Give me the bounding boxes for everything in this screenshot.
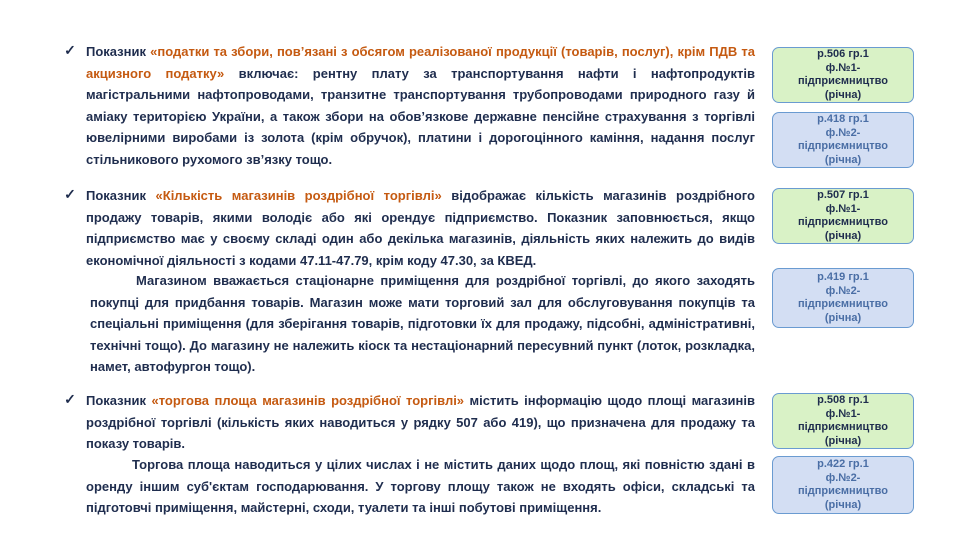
ref-row: р.507 гр.1 [817, 189, 869, 201]
ref-form: ф.№2- [825, 126, 861, 139]
indicator-name: «податки та збори, пов’язані з обсягом реалізованої продукції (товарів, послуг), крім ПДВ та акцизного податку» [86, 44, 755, 81]
ref-form: ф.№1- [825, 202, 861, 215]
ref-form: ф.№2- [825, 471, 861, 484]
paragraph-lead: Показник [86, 393, 146, 408]
ref-period: (річна) [824, 434, 862, 447]
paragraph-body: містить інформацію щодо площі магазинів роздрібної торгівлі (кількість яких наводиться у рядку 507 або 419), що призначена для продажу та показу товарів. [86, 393, 755, 451]
checkmark-icon: ✓ [64, 42, 76, 58]
checkmark-icon: ✓ [64, 186, 76, 202]
ref-row: р.418 гр.1 [817, 113, 869, 125]
ref-period: (річна) [824, 88, 862, 101]
paragraph-lead: Показник [86, 44, 146, 59]
indicator-name: «Кількість магазинів роздрібної торгівлі» [155, 188, 442, 203]
ref-period: (річна) [824, 498, 862, 511]
checkmark-icon: ✓ [64, 391, 76, 407]
ref-form-type: підприємництво [798, 75, 888, 87]
paragraph-store-definition: Магазином вважається стаціонарне приміщення для роздрібної торгівлі, до якого заходять покупці для придбання товарів. Магазин може мати торговий зал для обслуговування покупців та спеціальні приміщення (для зберігання товарів, підготовки їх для продажу, підсобні, адміністративні, технічні тощо). До магазину не належить кіоск та нестаціонарний пересувний пункт (лоток, розкладка, намет, автофургон тощо). [90, 273, 755, 374]
ref-form-type: підприємництво [798, 485, 888, 497]
ref-row: р.419 гр.1 [817, 271, 869, 283]
ref-form: ф.№1- [825, 61, 861, 74]
ref-box-form2 [772, 268, 914, 328]
ref-row: р.506 гр.1 [817, 48, 869, 60]
paragraph-body: відображає кількість магазинів роздрібного продажу товарів, якими володіє або які орендує підприємство. Показник заповнюється, якщо підприємство має у своєму складі один або декілька магазинів, діяльність яких належить до видів економічної діяльності з кодами 47.11-47.79, крім коду 47.30, за КВЕД. [86, 188, 755, 268]
ref-form: ф.№1- [825, 407, 861, 420]
ref-period: (річна) [824, 153, 862, 166]
ref-row: р.508 гр.1 [817, 394, 869, 406]
ref-form-type: підприємництво [798, 298, 888, 310]
ref-form: ф.№2- [825, 284, 861, 297]
paragraph-lead: Показник [86, 188, 146, 203]
ref-period: (річна) [824, 229, 862, 242]
paragraph-body: включає: рентну плату за транспортування нафти і нафтопродуктів магістральними нафтопроводами, транзитне транспортування трубопроводами природного газу й аміаку територією України, а також збори на обов’язкове державне пенсійне страхування з торгівлі ювелірними виробами із золота (крім обручок), платини і дорогоцінного каміння, надання послуг стільникового рухомого зв’язку тощо. [86, 65, 755, 167]
paragraph-store-count [86, 185, 755, 271]
ref-period: (річна) [824, 311, 862, 324]
ref-form-type: підприємництво [798, 421, 888, 433]
paragraph-trade-area [86, 390, 755, 455]
paragraph-taxes [86, 41, 755, 170]
ref-box-form2 [772, 456, 914, 514]
ref-box-form1 [772, 47, 914, 103]
ref-form-type: підприємництво [798, 140, 888, 152]
ref-form-type: підприємництво [798, 216, 888, 228]
paragraph-trade-area-definition: Торгова площа наводиться у цілих числах і не містить даних щодо площ, які повністю здані в оренду іншим суб'єктам господарювання. У торгову площу також не входять офіси, складські та підготовчі приміщення, майстерні, сходи, туалети та інші побутові приміщення. [86, 457, 755, 515]
ref-row: р.422 гр.1 [817, 458, 869, 470]
ref-box-form2 [772, 112, 914, 168]
indicator-name: «торгова площа магазинів роздрібної торгівлі» [151, 393, 465, 408]
ref-box-form1 [772, 188, 914, 244]
ref-box-form1 [772, 393, 914, 449]
